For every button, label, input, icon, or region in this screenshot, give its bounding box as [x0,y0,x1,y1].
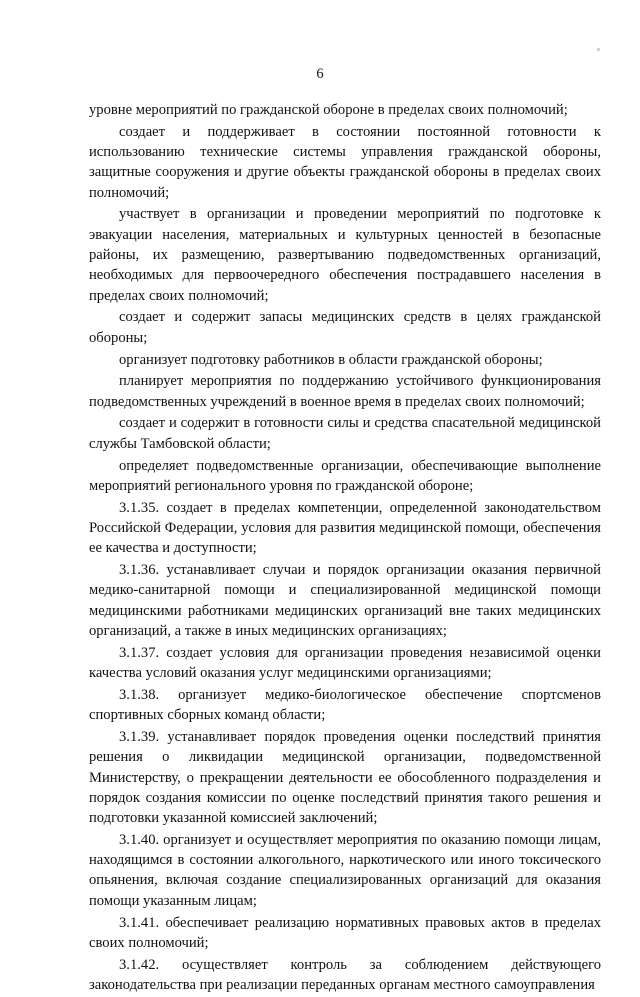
paragraph: организует подготовку работников в области гражданской обороны; [119,351,543,368]
paragraph: 3.1.41. обеспечивает реализацию нормативных правовых актов в пределах своих полномочий; [89,914,601,951]
paragraph: 3.1.38. организует медико-биологическое обеспечение спортсменов спортивных сборных команд области; [89,686,601,724]
paragraph: создает и содержит запасы медицинских средств в целях гражданской обороны; [89,309,601,346]
paragraph: 3.1.37. создает условия для организации проведения независимой оценки качества условий оказания услуг медицинскими организациями; [89,644,601,682]
paragraph: 3.1.36. устанавливает случаи и порядок организации оказания первичной медико-санитарной помощи и специализированной медицинской помощи медицинскими работниками медицинских организаций вне таких медицинских организаций, а также в иных медицинских организациях; [89,562,601,639]
page-number: 6 [316,66,324,82]
scan-speck [597,48,600,51]
paragraph: создает и поддерживает в состоянии постоянной готовности к использованию технические системы управления гражданской обороны, защитные сооружения и другие объекты гражданской обороны в пределах своих полномочий; [89,123,601,201]
paragraph: 3.1.42. осуществляет контроль за соблюдением действующего законодательства при реализации переданных органам местного самоуправления [89,956,601,993]
paragraph: 3.1.39. устанавливает порядок проведения оценки последствий принятия решения о ликвидации медицинской организации, подведомственной Министерству, о прекращении деятельности ее обособленного подразделения и порядок создания комиссии по оценке последствий принятия такого решения и подготовки указанной комиссией заключений; [89,728,601,827]
paragraph: определяет подведомственные организации, обеспечивающие выполнение мероприятий регионального уровня по гражданской обороне; [89,457,601,494]
paragraph: 3.1.35. создает в пределах компетенции, определенной законодательством Российской Федерации, условия для развития медицинской помощи, обеспечения ее качества и доступности; [89,499,601,557]
paragraph: участвует в организации и проведении мероприятий по подготовке к эвакуации населения, материальных и культурных ценностей в безопасные районы, их размещению, развертыванию подведомственных организаций, необходимых для первоочередного обеспечения пострадавшего населения в пределах своих полномочий; [89,206,601,304]
document-body [89,100,601,997]
paragraph: создает и содержит в готовности силы и средства спасательной медицинской службы Тамбовской области; [89,415,601,452]
paragraph: 3.1.40. организует и осуществляет мероприятия по оказанию помощи лицам, находящимся в состоянии алкогольного, наркотического или иного токсического опьянения, включая создание специализированных организаций для оказания помощи указанным лицам; [89,831,601,909]
paragraph: уровне мероприятий по гражданской обороне в пределах своих полномочий; [89,102,568,118]
paragraph: планирует мероприятия по поддержанию устойчивого функционирования подведомственных учреждений в военное время в пределах своих полномочий; [89,373,601,410]
